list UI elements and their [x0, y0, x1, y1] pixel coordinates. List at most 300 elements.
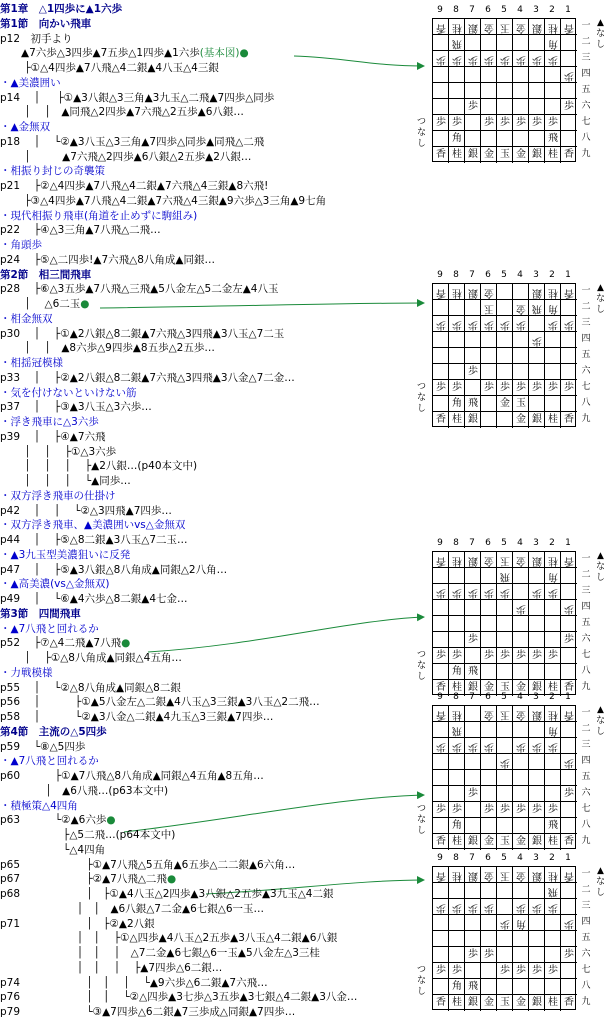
file-number: 9	[437, 270, 443, 280]
rank-number: 一	[581, 21, 591, 31]
move-line	[0, 460, 197, 474]
shogi-piece: 角	[452, 133, 462, 144]
shogi-piece: 金	[516, 303, 526, 314]
move-line	[0, 829, 175, 843]
sente-hand: つなし	[416, 382, 426, 414]
shogi-piece: 歩	[436, 902, 446, 913]
gote-hand: ▲なし	[595, 18, 605, 50]
shogi-piece: 銀	[532, 709, 542, 720]
link-dot-icon: ●	[121, 637, 131, 650]
rank-number: 二	[581, 885, 591, 895]
shogi-piece: 歩	[468, 788, 478, 799]
line-text: 第1節 向かい飛車	[0, 17, 92, 30]
rank-number: 一	[581, 286, 591, 296]
line-text: │ │ │ ├▲2八銀…(p40本文中)	[0, 460, 198, 473]
line-text: p58 │ └②▲3八金△二銀▲4九玉△3三銀▲7四歩…	[0, 711, 274, 723]
file-number: 3	[533, 270, 539, 280]
shogi-piece: 歩	[468, 634, 478, 645]
move-line	[0, 298, 89, 312]
sente-hand: つなし	[416, 965, 426, 997]
rank-number: 四	[581, 334, 591, 344]
shogi-piece: 金	[500, 398, 510, 409]
shogi-piece: 歩	[516, 117, 526, 128]
line-text: │ ├①△8八角成▲同銀△4五角…	[0, 652, 182, 664]
arrow-to-board-3	[148, 617, 424, 652]
shogi-piece: 歩	[436, 587, 446, 598]
shogi-board	[416, 853, 607, 1015]
move-line	[0, 903, 264, 917]
line-text: p52 ├⑦△4二飛▲7八飛	[0, 637, 122, 650]
shogi-piece: 歩	[468, 949, 478, 960]
line-text: p39 │ ├④▲7六飛	[0, 430, 106, 443]
rank-number: 三	[581, 586, 591, 596]
section-heading	[0, 269, 91, 283]
shogi-piece: 歩	[548, 382, 558, 393]
shogi-piece: 歩	[548, 319, 558, 330]
rank-number: 八	[581, 981, 591, 991]
line-text: ・双方浮き飛車の仕掛け	[0, 489, 116, 502]
move-line	[0, 637, 130, 651]
move-line	[0, 283, 278, 297]
line-comment	[0, 755, 99, 769]
shogi-piece: 歩	[484, 587, 494, 598]
move-line	[0, 328, 284, 342]
move-line	[0, 873, 176, 887]
line-text: 第3節 四間飛車	[0, 607, 81, 620]
file-number: 2	[549, 692, 555, 702]
line-text: ・現代相振り飛車(角道を止めずに駒組み)	[0, 209, 198, 222]
file-number: 7	[469, 692, 475, 702]
section-heading	[0, 18, 91, 32]
link-dot-icon: ●	[106, 814, 116, 827]
line-text: ・積極策△4四角	[0, 799, 78, 812]
move-line	[0, 564, 227, 578]
gote-hand: ▲なし	[595, 866, 605, 898]
shogi-piece: 歩	[500, 650, 510, 661]
line-text: 第1章 △1四歩に▲1六歩	[0, 3, 123, 15]
line-text: │ │ │ △7二金▲6七銀△6一玉▲5八金左△3三桂	[0, 947, 320, 959]
shogi-piece: 歩	[468, 741, 478, 752]
line-text: ・▲金無双	[0, 121, 51, 133]
line-text: ・気を付けないといけない筋	[0, 386, 137, 399]
move-line	[0, 401, 152, 415]
rank-number: 一	[581, 554, 591, 564]
move-line	[0, 593, 188, 607]
line-text: ・▲3九玉型美濃狙いに反発	[0, 548, 131, 561]
rank-number: 七	[581, 965, 591, 975]
rank-number: 九	[581, 836, 591, 846]
shogi-piece: 歩	[500, 918, 510, 929]
line-text: p60 ├①▲7八飛△8八角成▲同銀△4五角▲8五角…	[0, 770, 264, 782]
shogi-piece: 歩	[516, 965, 526, 976]
rank-number: 八	[581, 398, 591, 408]
line-text: p42 │ │ └②△3四飛▲7四歩…	[0, 504, 172, 517]
rank-number: 二	[581, 37, 591, 47]
move-line	[0, 859, 295, 873]
line-comment	[0, 800, 78, 814]
shogi-piece: 飛	[452, 38, 462, 49]
shogi-piece: 香	[564, 555, 574, 566]
file-number: 8	[453, 5, 459, 15]
shogi-piece: 角	[452, 398, 462, 409]
shogi-board	[416, 692, 607, 854]
shogi-piece: 香	[564, 682, 574, 693]
shogi-piece: 飛	[468, 398, 478, 409]
line-text: p68 │ ├①▲4八玉△2四歩▲3八銀△2五歩▲3九玉△4二銀	[0, 888, 334, 900]
line-text: ├△5二飛…(p64本文中)	[0, 829, 176, 841]
shogi-piece: 歩	[516, 804, 526, 815]
shogi-piece: 香	[436, 22, 446, 33]
shogi-piece: 桂	[548, 414, 558, 425]
shogi-piece: 桂	[548, 997, 558, 1008]
rank-number: 五	[581, 85, 591, 95]
shogi-piece: 歩	[500, 319, 510, 330]
file-number: 7	[469, 5, 475, 15]
shogi-piece: 香	[436, 555, 446, 566]
file-number: 3	[533, 853, 539, 863]
rank-number: 九	[581, 414, 591, 424]
shogi-piece: 銀	[532, 997, 542, 1008]
shogi-piece: 歩	[452, 587, 462, 598]
shogi-piece: 桂	[548, 870, 558, 881]
shogi-piece: 金	[484, 682, 494, 693]
rank-number: 二	[581, 302, 591, 312]
file-number: 9	[437, 692, 443, 702]
rank-number: 三	[581, 53, 591, 63]
line-text: p12 初手より	[0, 32, 73, 45]
line-text: │ △6二玉	[0, 298, 81, 310]
shogi-piece: 歩	[516, 54, 526, 65]
arrow-to-board-1	[294, 56, 424, 66]
shogi-piece: 桂	[452, 555, 462, 566]
shogi-piece: 歩	[532, 54, 542, 65]
shogi-piece: 歩	[548, 741, 558, 752]
shogi-piece: 角	[548, 38, 558, 49]
file-number: 2	[549, 270, 555, 280]
file-number: 9	[437, 5, 443, 15]
file-number: 8	[453, 270, 459, 280]
move-line	[0, 372, 295, 386]
line-comment	[0, 667, 53, 681]
shogi-piece: 歩	[500, 757, 510, 768]
rank-number: 七	[581, 650, 591, 660]
line-text: ▲7六歩△3四歩▲7五歩△1四歩▲1六歩	[0, 47, 200, 60]
shogi-piece: 銀	[468, 997, 478, 1008]
line-text: p21 ├②△4四歩▲7八飛△4二銀▲7六飛△4三銀▲8六飛!	[0, 180, 269, 192]
file-number: 4	[517, 692, 523, 702]
shogi-piece: 桂	[452, 682, 462, 693]
line-comment	[0, 519, 185, 533]
board-grid	[432, 866, 576, 1010]
shogi-piece: 香	[564, 709, 574, 720]
shogi-piece: 飛	[548, 820, 558, 831]
shogi-piece: 桂	[452, 287, 462, 298]
shogi-piece: 歩	[532, 902, 542, 913]
line-comment	[0, 357, 63, 371]
move-line	[0, 962, 222, 976]
rank-number: 四	[581, 917, 591, 927]
file-number: 5	[501, 270, 507, 280]
shogi-piece: 歩	[484, 117, 494, 128]
line-text: │ │ ▲6八銀△7二金▲6七銀△6一玉…	[0, 902, 265, 915]
shogi-board	[416, 538, 607, 700]
line-text: p55 │ └②△8八角成▲同銀△8二銀	[0, 681, 181, 694]
rank-number: 九	[581, 149, 591, 159]
line-comment	[0, 313, 53, 327]
file-numbers	[432, 853, 592, 864]
shogi-piece: 歩	[564, 757, 574, 768]
shogi-piece: 歩	[484, 949, 494, 960]
file-number: 4	[517, 5, 523, 15]
shogi-piece: 銀	[468, 836, 478, 847]
shogi-piece: 銀	[532, 414, 542, 425]
gote-hand: ▲なし	[595, 705, 605, 737]
shogi-piece: 歩	[452, 902, 462, 913]
file-number: 3	[533, 538, 539, 548]
line-text: p76 │ │ └②△四歩▲3七歩△3五歩▲3七銀△4二銀▲3八金…	[0, 991, 358, 1004]
link-dot-icon: ●	[166, 873, 177, 886]
shogi-piece: 桂	[548, 22, 558, 33]
rank-number: 六	[581, 949, 591, 959]
shogi-piece: 歩	[436, 965, 446, 976]
rank-number: 二	[581, 724, 591, 734]
shogi-piece: 歩	[468, 902, 478, 913]
shogi-piece: 桂	[548, 836, 558, 847]
line-text: │ │ ├①△四歩▲4八玉△2五歩▲3八玉△4二銀▲6八銀	[0, 932, 338, 945]
line-text: ・▲美濃囲い	[0, 76, 61, 89]
line-text: p22 ├④△3三角▲7八飛△二飛…	[0, 224, 161, 237]
shogi-piece: 金	[484, 997, 494, 1008]
shogi-piece: 金	[516, 149, 526, 160]
shogi-piece: 金	[516, 997, 526, 1008]
line-text: p14 │ ├①▲3八銀△3三角▲3九玉△二飛▲7四歩△同歩	[0, 91, 275, 104]
shogi-piece: 金	[516, 709, 526, 720]
sente-hand: つなし	[416, 117, 426, 149]
move-line	[0, 180, 268, 194]
board-grid	[432, 705, 576, 849]
line-text: p33 │ ├②▲2八銀△8二銀▲7六飛△3四飛▲3八金△7二金…	[0, 371, 295, 384]
shogi-piece: 桂	[548, 682, 558, 693]
line-text: ・相振り封じの奇襲策	[0, 165, 105, 178]
shogi-piece: 玉	[500, 22, 510, 33]
move-line	[0, 991, 357, 1005]
move-line	[0, 475, 131, 489]
shogi-piece: 歩	[532, 382, 542, 393]
line-text: │ │ ▲同飛△2四歩▲7六飛△2五歩▲6八銀…	[0, 106, 244, 119]
shogi-piece: 角	[548, 725, 558, 736]
link-dot-icon: ●	[239, 47, 249, 60]
file-number: 4	[517, 270, 523, 280]
shogi-piece: 銀	[468, 287, 478, 298]
file-number: 7	[469, 538, 475, 548]
line-text: │ │ │ └▲同歩…	[0, 475, 131, 487]
shogi-piece: 歩	[564, 788, 574, 799]
move-line	[0, 977, 268, 991]
shogi-piece: 飛	[468, 666, 478, 677]
sente-hand: つなし	[416, 650, 426, 682]
line-comment	[0, 77, 61, 91]
move-line	[0, 505, 172, 519]
shogi-piece: 歩	[500, 804, 510, 815]
file-numbers	[432, 538, 592, 549]
line-text: p79 └③▲7四歩△6二銀▲7三歩成△同銀▲7四歩…	[0, 1006, 296, 1018]
file-number: 7	[469, 270, 475, 280]
shogi-piece: 香	[564, 997, 574, 1008]
board-grid	[432, 18, 576, 162]
shogi-piece: 金	[484, 22, 494, 33]
shogi-piece: 歩	[516, 902, 526, 913]
shogi-piece: 香	[436, 414, 446, 425]
shogi-piece: 玉	[484, 303, 494, 314]
move-line	[0, 844, 105, 858]
line-text: p18 │ └②▲3八玉△3三角▲7四歩△同歩▲同飛△二飛	[0, 135, 265, 148]
shogi-piece: 銀	[532, 836, 542, 847]
file-number: 5	[501, 5, 507, 15]
move-line	[0, 92, 274, 106]
file-number: 5	[501, 538, 507, 548]
shogi-piece: 歩	[564, 603, 574, 614]
rank-number: 五	[581, 933, 591, 943]
shogi-piece: 歩	[468, 319, 478, 330]
shogi-piece: 歩	[452, 319, 462, 330]
file-number: 5	[501, 853, 507, 863]
move-line	[0, 696, 320, 710]
move-line	[0, 741, 85, 755]
shogi-piece: 歩	[484, 741, 494, 752]
shogi-piece: 歩	[516, 319, 526, 330]
shogi-piece: 歩	[516, 741, 526, 752]
move-line	[0, 947, 320, 961]
shogi-piece: 桂	[548, 555, 558, 566]
shogi-piece: 歩	[564, 918, 574, 929]
arrow-to-board-4	[124, 795, 424, 832]
section-heading	[0, 608, 81, 622]
shogi-piece: 歩	[532, 117, 542, 128]
file-number: 8	[453, 853, 459, 863]
rank-number: 二	[581, 570, 591, 580]
file-number: 7	[469, 853, 475, 863]
shogi-piece: 歩	[468, 366, 478, 377]
shogi-piece: 銀	[532, 682, 542, 693]
rank-number: 八	[581, 820, 591, 830]
file-number: 6	[485, 692, 491, 702]
shogi-piece: 香	[564, 870, 574, 881]
shogi-piece: 歩	[452, 117, 462, 128]
line-text: └△4四角	[0, 843, 106, 856]
shogi-piece: 歩	[564, 382, 574, 393]
line-text: p28 ├⑥△3五歩▲7八飛△三飛▲5八金左△5二金左▲4八玉	[0, 283, 279, 296]
shogi-piece: 金	[516, 870, 526, 881]
line-text: ├①△4四歩▲7八飛△4二銀▲4八玉△4三銀	[0, 62, 219, 74]
shogi-piece: 歩	[548, 965, 558, 976]
shogi-piece: 歩	[532, 965, 542, 976]
move-line	[0, 62, 219, 76]
move-line	[0, 342, 215, 356]
shogi-piece: 香	[436, 997, 446, 1008]
line-text: ・力戦模様	[0, 666, 53, 679]
shogi-piece: 金	[516, 22, 526, 33]
file-number: 9	[437, 538, 443, 548]
shogi-piece: 歩	[452, 382, 462, 393]
line-comment	[0, 121, 50, 135]
shogi-piece: 歩	[452, 54, 462, 65]
gote-hand: ▲なし	[595, 551, 605, 583]
rank-number: 六	[581, 366, 591, 376]
file-number: 6	[485, 538, 491, 548]
move-line	[0, 254, 215, 268]
shogi-piece: 歩	[484, 804, 494, 815]
shogi-piece: 歩	[484, 319, 494, 330]
shogi-piece: 歩	[484, 650, 494, 661]
shogi-piece: 香	[564, 287, 574, 298]
shogi-piece: 金	[516, 555, 526, 566]
line-text: p37 │ ├③▲3八玉△3六歩…	[0, 401, 152, 414]
line-text: 第4節 主流の△5四歩	[0, 725, 107, 738]
shogi-piece: 歩	[484, 902, 494, 913]
shogi-piece: 歩	[548, 117, 558, 128]
shogi-piece: 歩	[436, 650, 446, 661]
move-line	[0, 932, 337, 946]
move-line	[0, 136, 264, 150]
shogi-piece: 歩	[516, 382, 526, 393]
line-comment	[0, 578, 110, 592]
move-line	[0, 47, 249, 61]
shogi-piece: 飛	[532, 303, 542, 314]
shogi-piece: 歩	[532, 335, 542, 346]
line-text: │ ▲6八飛…(p63本文中)	[0, 784, 169, 797]
move-line	[0, 918, 155, 932]
file-number: 1	[565, 853, 571, 863]
line-text: p30 │ ├①▲2八銀△8二銀▲7六飛△3四飛▲3八玉△7二玉	[0, 327, 285, 340]
shogi-piece: 歩	[436, 319, 446, 330]
line-text: ・浮き飛車に△3六歩	[0, 416, 99, 428]
line-text: p67 ├②▲7八飛△二飛	[0, 873, 167, 886]
shogi-piece: 角	[548, 571, 558, 582]
move-line	[0, 814, 116, 828]
file-number: 6	[485, 5, 491, 15]
line-comment	[0, 490, 116, 504]
shogi-piece: 銀	[468, 555, 478, 566]
file-number: 4	[517, 853, 523, 863]
shogi-piece: 飛	[548, 133, 558, 144]
line-comment	[0, 623, 99, 637]
file-numbers	[432, 5, 592, 16]
shogi-piece: 歩	[452, 741, 462, 752]
shogi-board	[416, 5, 607, 167]
file-number: 6	[485, 270, 491, 280]
move-line	[0, 1006, 295, 1020]
line-text: ├③△4四歩▲7八飛△4二銀▲7六飛△4三銀▲9六歩△3三角▲9七角	[0, 194, 327, 207]
shogi-piece: 銀	[468, 870, 478, 881]
rank-number: 一	[581, 869, 591, 879]
shogi-piece: 歩	[452, 650, 462, 661]
board-grid	[432, 283, 576, 427]
line-text: p65 ├①▲7八飛△5五角▲6五歩△二二銀▲6六角…	[0, 858, 296, 871]
shogi-piece: 玉	[500, 709, 510, 720]
shogi-piece: 飛	[500, 571, 510, 582]
line-text: p71 │ ├②▲2八銀	[0, 917, 155, 930]
shogi-piece: 桂	[548, 149, 558, 160]
line-text: p47 │ ├⑤▲3八銀△8八角成▲同銀△2八角…	[0, 563, 228, 576]
move-line	[0, 106, 244, 120]
file-number: 1	[565, 5, 571, 15]
rank-number: 三	[581, 901, 591, 911]
move-line	[0, 711, 273, 725]
board-grid	[432, 551, 576, 695]
shogi-piece: 金	[484, 870, 494, 881]
shogi-piece: 歩	[564, 634, 574, 645]
shogi-piece: 歩	[436, 741, 446, 752]
